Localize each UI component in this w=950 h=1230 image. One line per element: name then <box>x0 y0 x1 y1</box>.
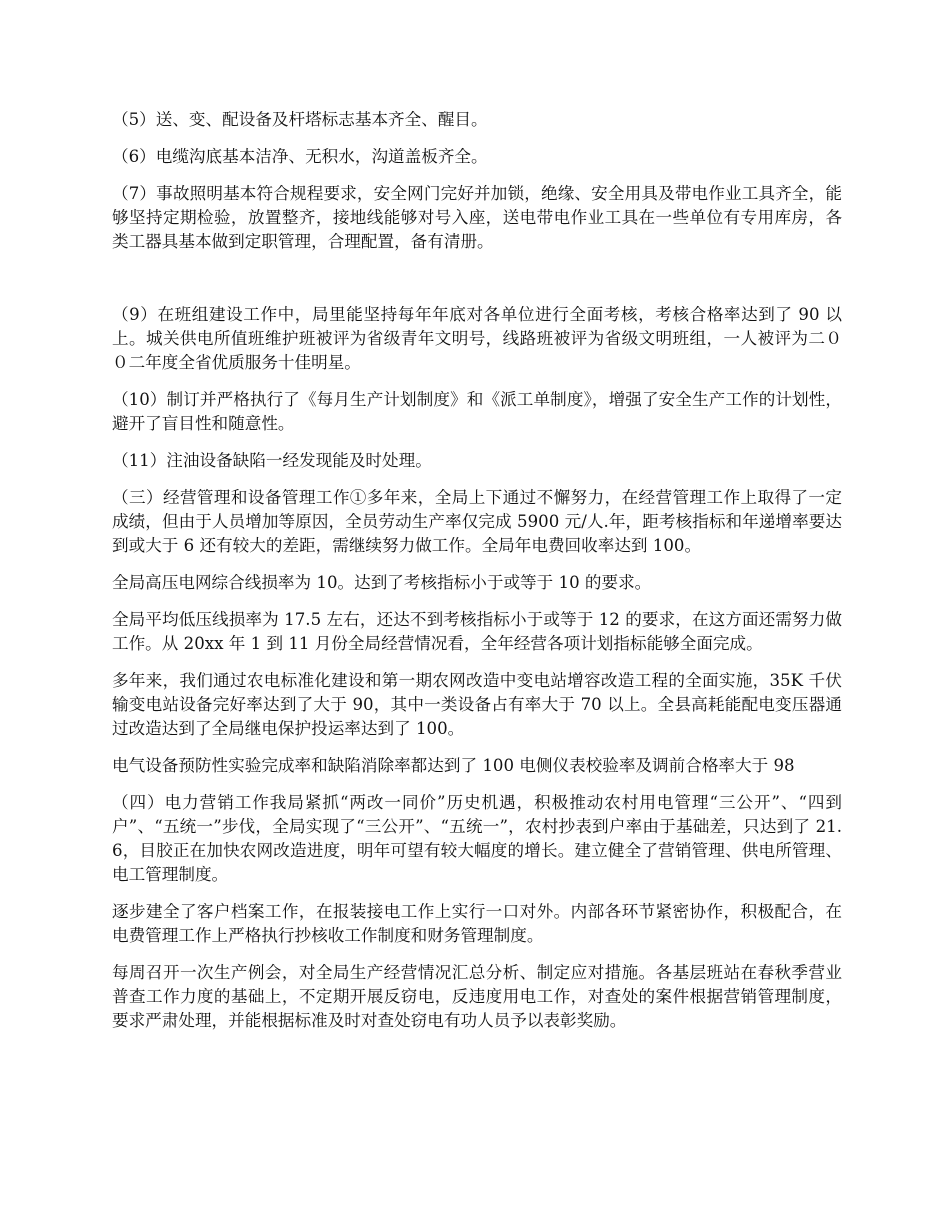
paragraph-item-7: （7）事故照明基本符合规程要求，安全网门完好并加锁，绝缘、安全用具及带电作业工具齐全，能够坚持定期检验，放置整齐，接地线能够对号入座，送电带电作业工具在一些单位有专用库房，各类工器具基本做到定职管理，合理配置，备有清册。 <box>112 184 842 251</box>
paragraph-section-4: （四）电力营销工作我局紧抓“两改一同价”历史机遇，积极推动农村用电管理“三公开”、“四到户”、“五统一”步伐，全局实现了“三公开”、“五统一”，农村抄表到户率由于基础差，只达到了 21.6，目胶正在加快农网改造进度，明年可望有较大幅度的增长。建立健全了营销管理、供电所管理、电工管理制度。 <box>112 793 842 884</box>
paragraph-weekly-meeting: 每周召开一次生产例会，对全局生产经营情况汇总分析、制定应对措施。各基层班站在春秋季营业普查工作力度的基础上，不定期开展反窃电，反违度用电工作，对查处的案件根据营销管理制度，要求严肃处理，并能根据标准及时对查处窃电有功人员予以表彰奖励。 <box>112 963 842 1030</box>
blank-gap <box>112 267 842 303</box>
paragraph-high-voltage-loss: 全局高压电网综合线损率为 10。达到了考核指标小于或等于 10 的要求。 <box>112 573 652 592</box>
paragraph-preventive-test: 电气设备预防性实验完成率和缺陷消除率都达到了 100 电侧仪表校验率及调前合格率大于 98 <box>112 756 795 775</box>
paragraph-item-9: （9）在班组建设工作中，局里能坚持每年年底对各单位进行全面考核，考核合格率达到了 90 以上。城关供电所值班维护班被评为省级青年文明号，线路班被评为省级文明班组，一人被评为二０ ０二年度全省优质服务十佳明星。 <box>112 305 842 372</box>
paragraph-customer-files: 逐步建全了客户档案工作，在报装接电工作上实行一口对外。内部各环节紧密协作，积极配合，在电费管理工作上严格执行抄核收工作制度和财务管理制度。 <box>112 902 842 945</box>
document-page <box>112 108 842 1046</box>
paragraph-item-11: （11）注油设备缺陷一经发现能及时处理。 <box>112 451 432 470</box>
paragraph-standardization: 多年来，我们通过农电标准化建设和第一期农网改造中变电站增容改造工程的全面实施，35K 千伏输变电站设备完好率达到了大于 90，其中一类设备占有率大于 70 以上。全县高耗能配电变压器通过改造达到了全局继电保护投运率达到了 100。 <box>112 671 842 738</box>
paragraph-item-10: （10）制订并严格执行了《每月生产计划制度》和《派工单制度》，增强了安全生产工作的计划性，避开了盲目性和随意性。 <box>112 390 842 433</box>
paragraph-item-5: （5）送、变、配设备及杆塔标志基本齐全、醒目。 <box>112 110 488 129</box>
paragraph-section-3: （三）经营管理和设备管理工作①多年来，全局上下通过不懈努力，在经营管理工作上取得了一定成绩，但由于人员增加等原因，全员劳动生产率仅完成 5900 元/人.年，距考核指标和年递增率要达到或大于 6 还有较大的差距，需继续努力做工作。全局年电费回收率达到 100。 <box>112 488 842 555</box>
paragraph-item-6: （6）电缆沟底基本洁净、无积水，沟道盖板齐全。 <box>112 147 488 166</box>
paragraph-low-voltage-loss: 全局平均低压线损率为 17.5 左右，还达不到考核指标小于或等于 12 的要求，在这方面还需努力做工作。从 20xx 年 1 到 11 月份全局经营情况看，全年经营各项计划指标能够全面完成。 <box>112 610 842 653</box>
